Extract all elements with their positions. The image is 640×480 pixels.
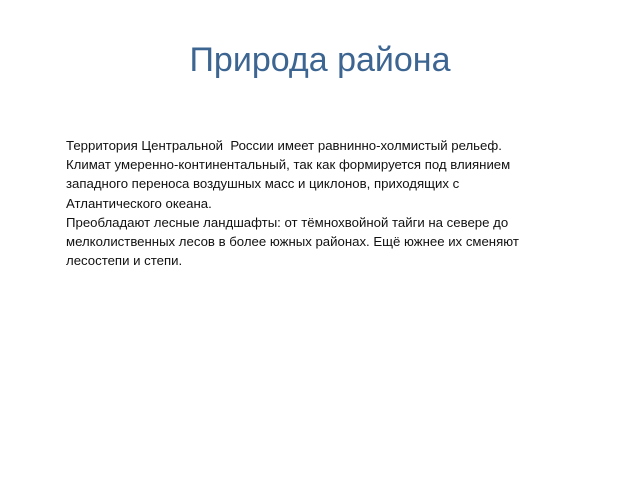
body-line: Атлантического океана. xyxy=(66,195,212,211)
slide-title: Природа района xyxy=(189,41,451,79)
body-line: Преобладают лесные ландшафты: от тёмнохвойной тайги на севере до xyxy=(66,214,509,230)
body-line: Климат умеренно-континентальный, так как формируется под влиянием xyxy=(66,157,511,173)
slide-body xyxy=(66,136,586,270)
body-line: мелколиственных лесов в более южных районах. Ещё южнее их сменяют xyxy=(66,234,519,250)
body-line: Территория Центральной России имеет равнинно-холмистый рельеф. xyxy=(66,138,502,153)
body-line: лесостепи и степи. xyxy=(66,253,183,269)
body-line: западного переноса воздушных масс и циклонов, приходящих с xyxy=(66,176,460,192)
